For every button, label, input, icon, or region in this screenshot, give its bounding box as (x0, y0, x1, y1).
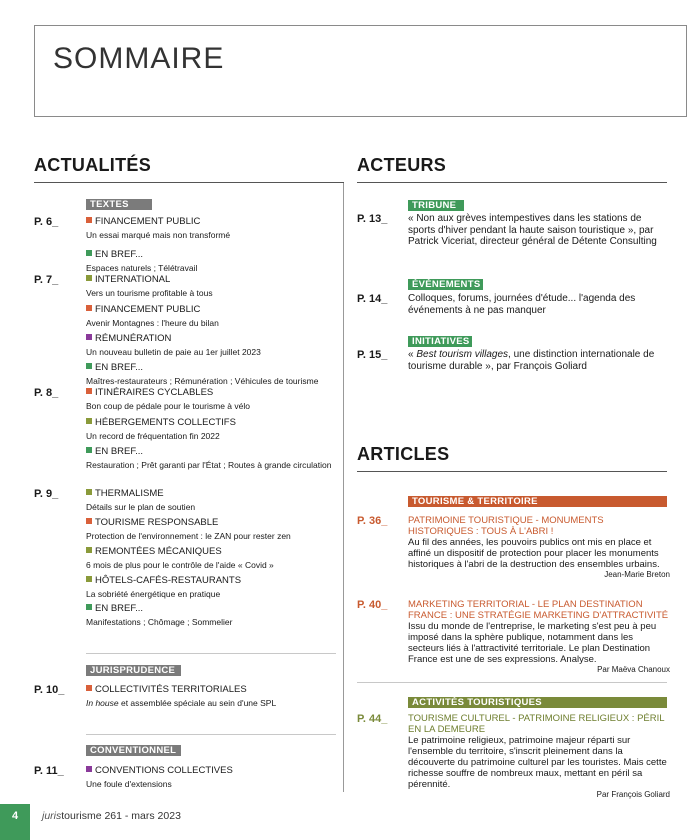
toc-entry[interactable] (86, 684, 342, 709)
entry-description: Vers un tourisme profitable à tous (86, 288, 213, 298)
toc-entry[interactable] (86, 333, 342, 358)
entry-description: Un essai marqué mais non transformé (86, 230, 231, 240)
article-title: TOURISME CULTUREL - PATRIMOINE RELIGIEUX : PÉRIL EN LA DEMEURE (408, 713, 665, 735)
entry-category: COLLECTIVITÉS TERRITORIALES (95, 684, 247, 695)
textes-band: TEXTES (86, 199, 152, 210)
article-author: Par Maëva Chanoux (597, 665, 670, 674)
acteurs-heading: ACTEURS (357, 155, 447, 175)
page-number: P. 9_ (34, 488, 59, 500)
square-bullet-icon (86, 489, 92, 495)
square-bullet-icon (86, 363, 92, 369)
square-bullet-icon (86, 388, 92, 394)
page-number: P. 7_ (34, 274, 59, 286)
article-title: PATRIMOINE TOURISTIQUE - MONUMENTS HISTORIQUES : TOUS À L'ABRI ! (408, 515, 604, 537)
page-number: P. 10_ (34, 684, 65, 696)
page-number-badge: 4 (0, 804, 30, 840)
entry-category: EN BREF... (95, 603, 144, 614)
initiatives-entry[interactable]: « Best tourism villages, une distinction internationale de tourisme durable », par François Goliard (408, 349, 655, 372)
tourisme-territoire-band: TOURISME & TERRITOIRE (408, 496, 667, 507)
square-bullet-icon (86, 275, 92, 281)
toc-entry[interactable] (86, 216, 342, 241)
page-number: P. 6_ (34, 216, 59, 228)
toc-entry[interactable] (86, 546, 342, 571)
square-bullet-icon (86, 685, 92, 691)
toc-entry[interactable] (86, 387, 342, 412)
entry-description: La sobriété énergétique en pratique (86, 589, 221, 599)
title-box (34, 25, 687, 117)
page-number: P. 36_ (357, 515, 388, 527)
entry-description: Un nouveau bulletin de paie au 1er juillet 2023 (86, 347, 261, 357)
entry-description: Bon coup de pédale pour le tourisme à vélo (86, 401, 250, 411)
article-title: MARKETING TERRITORIAL - LE PLAN DESTINATION FRANCE : UNE STRATÉGIE MARKETING D'ATTRACTIVITÉ (408, 599, 669, 621)
entry-category: FINANCEMENT PUBLIC (95, 216, 201, 227)
page-number: P. 13_ (357, 213, 388, 225)
toc-entry[interactable] (86, 304, 342, 329)
article-summary: Le patrimoine religieux, patrimoine majeur réparti sur l'ensemble du territoire, s'inscrit pleinement dans la découverte du patrimoine culturel par les touristes. Mais cette richesse souffre de nombreux maux, mettant en péril sa pérennité. (408, 735, 667, 790)
entry-category: EN BREF... (95, 362, 144, 373)
entry-description: Manifestations ; Chômage ; Sommelier (86, 617, 233, 627)
toc-entry[interactable] (86, 517, 342, 542)
entry-category: INTERNATIONAL (95, 274, 171, 285)
article-author: Par François Goliard (596, 790, 670, 799)
jurisprudence-band: JURISPRUDENCE (86, 665, 181, 676)
toc-entry[interactable] (86, 274, 342, 299)
square-bullet-icon (86, 447, 92, 453)
separator (86, 734, 336, 735)
entry-description: Un record de fréquentation fin 2022 (86, 431, 220, 441)
article-entry[interactable] (408, 713, 670, 800)
entry-description: In house et assemblée spéciale au sein d'une SPL (86, 698, 277, 708)
entry-category: EN BREF... (95, 249, 144, 260)
toc-entry[interactable] (86, 603, 342, 628)
entry-description: Restauration ; Prêt garanti par l'État ; Routes à grande circulation (86, 460, 332, 470)
entry-description: Maîtres-restaurateurs ; Rémunération ; Véhicules de tourisme (86, 376, 319, 386)
toc-entry[interactable] (86, 575, 342, 600)
entry-category: ITINÉRAIRES CYCLABLES (95, 387, 214, 398)
entry-category: TOURISME RESPONSABLE (95, 517, 219, 528)
article-summary: Au fil des années, les pouvoirs publics ont mis en place et affiné un dispositif de protection pour placer les monuments historiques à l'abri de la destruction des ensembles urbains. (408, 537, 660, 570)
square-bullet-icon (86, 518, 92, 524)
square-bullet-icon (86, 576, 92, 582)
entry-category: HÔTELS-CAFÉS-RESTAURANTS (95, 575, 242, 586)
tribune-band: TRIBUNE (408, 200, 464, 211)
entry-category: EN BREF... (95, 446, 144, 457)
entry-category: HÉBERGEMENTS COLLECTIFS (95, 417, 236, 428)
evenements-entry[interactable]: Colloques, forums, journées d'étude... l'agenda des événements à ne pas manquer (408, 293, 636, 316)
page-number: P. 40_ (357, 599, 388, 611)
page-number: P. 11_ (34, 765, 64, 777)
square-bullet-icon (86, 217, 92, 223)
toc-entry[interactable] (86, 765, 342, 790)
square-bullet-icon (86, 334, 92, 340)
entry-description: Espaces naturels ; Télétravail (86, 263, 198, 273)
entry-category: RÉMUNÉRATION (95, 333, 172, 344)
actualites-heading: ACTUALITÉS (34, 155, 151, 175)
page-number: P. 44_ (357, 713, 388, 725)
entry-description: Avenir Montagnes : l'heure du bilan (86, 318, 219, 328)
toc-entry[interactable] (86, 249, 342, 274)
activites-touristiques-band: ACTIVITÉS TOURISTIQUES (408, 697, 667, 708)
article-entry[interactable] (408, 515, 670, 580)
actualites-rule (34, 182, 344, 183)
articles-rule (357, 471, 667, 472)
page-number: P. 14_ (357, 293, 388, 305)
entry-category: REMONTÉES MÉCANIQUES (95, 546, 222, 557)
articles-heading: ARTICLES (357, 444, 450, 464)
square-bullet-icon (86, 766, 92, 772)
toc-entry[interactable] (86, 362, 342, 387)
evenements-band: ÉVÉNEMENTS (408, 279, 483, 290)
entry-description: 6 mois de plus pour le contrôle de l'aide « Covid » (86, 560, 274, 570)
square-bullet-icon (86, 418, 92, 424)
column-divider (343, 182, 344, 792)
article-summary: Issu du monde de l'entreprise, le marketing s'est peu à peu imposé dans la sphère publique, notamment dans les secteurs liés à l'attractivité territoriale. Le plan Destination France est une de ses expressions. Analyse. (408, 621, 657, 665)
separator (86, 653, 336, 654)
conventionnel-band: CONVENTIONNEL (86, 745, 181, 756)
initiatives-band: INITIATIVES (408, 336, 472, 347)
entry-category: FINANCEMENT PUBLIC (95, 304, 201, 315)
toc-entry[interactable] (86, 417, 342, 442)
entry-description: Détails sur le plan de soutien (86, 502, 196, 512)
article-entry[interactable] (408, 599, 670, 675)
page-number: P. 8_ (34, 387, 59, 399)
footer-journal: juristourisme 261 - mars 2023 (42, 810, 181, 822)
tribune-entry[interactable]: « Non aux grèves intempestives dans les stations de sports d'hiver pendant la haute saison touristique », par Patrick Viceriat, directeur général de Détente Consulting (408, 213, 657, 247)
entry-description: Protection de l'environnement : le ZAN pour rester zen (86, 531, 291, 541)
entry-description: Une foule d'extensions (86, 779, 172, 789)
entry-category: THERMALISME (95, 488, 164, 499)
square-bullet-icon (86, 547, 92, 553)
square-bullet-icon (86, 305, 92, 311)
entry-category: CONVENTIONS COLLECTIVES (95, 765, 233, 776)
toc-entry[interactable] (86, 446, 342, 471)
page-number: P. 15_ (357, 349, 388, 361)
toc-entry[interactable] (86, 488, 342, 513)
square-bullet-icon (86, 250, 92, 256)
separator (357, 682, 667, 683)
article-author: Jean-Marie Breton (604, 570, 670, 579)
square-bullet-icon (86, 604, 92, 610)
page-title: SOMMAIRE (53, 42, 225, 75)
acteurs-rule (357, 182, 667, 183)
